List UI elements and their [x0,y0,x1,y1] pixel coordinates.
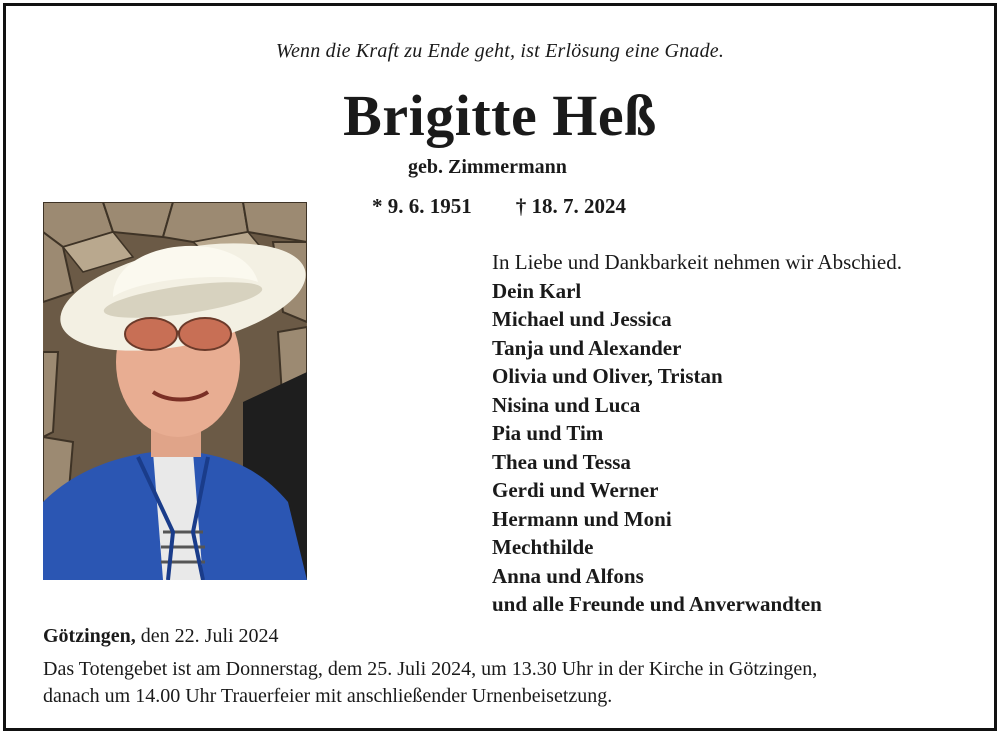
place: Götzingen, [43,625,136,647]
mourners-list [492,248,902,619]
mourner: Olivia und Oliver, Tristan [492,364,723,388]
mourners-intro: In Liebe und Dankbarkeit nehmen wir Abschied. [492,250,902,274]
mourner: Tanja und Alexander [492,335,682,360]
motto: Wenn die Kraft zu Ende geht, ist Erlösung eine Gnade. [275,40,725,62]
life-dates [372,194,626,219]
service-line: Das Totengebet ist am Donnerstag, dem 25. Juli 2024, um 13.30 Uhr in der Kirche in Götzingen, [43,658,818,680]
mourner: Mechthilde [492,535,594,559]
mourner: Gerdi und Werner [492,478,659,502]
deceased-name: Brigitte Heß [343,83,657,148]
obituary-frame [3,3,997,731]
portrait-photo [43,202,307,580]
place-date [43,625,279,648]
death-date: † 18. 7. 2024 [515,194,626,218]
mourner: Hermann und Moni [492,506,672,531]
service-notice [43,656,973,710]
mourner: Nisina und Luca [492,392,641,417]
service-line: danach um 14.00 Uhr Trauerfeier mit anschließender Urnenbeisetzung. [43,685,613,707]
mourner: Dein Karl [492,278,582,303]
mourner: Anna und Alfons [492,563,644,588]
birth-date: * 9. 6. 1951 [372,194,472,218]
portrait-illustration [43,202,307,580]
notice-date: den 22. Juli 2024 [135,625,279,647]
maiden-name: geb. Zimmermann [408,156,567,178]
mourner: Thea und Tessa [492,449,631,474]
mourner: Michael und Jessica [492,307,672,331]
mourner: Pia und Tim [492,421,604,445]
mourner: und alle Freunde und Anverwandten [492,592,822,616]
